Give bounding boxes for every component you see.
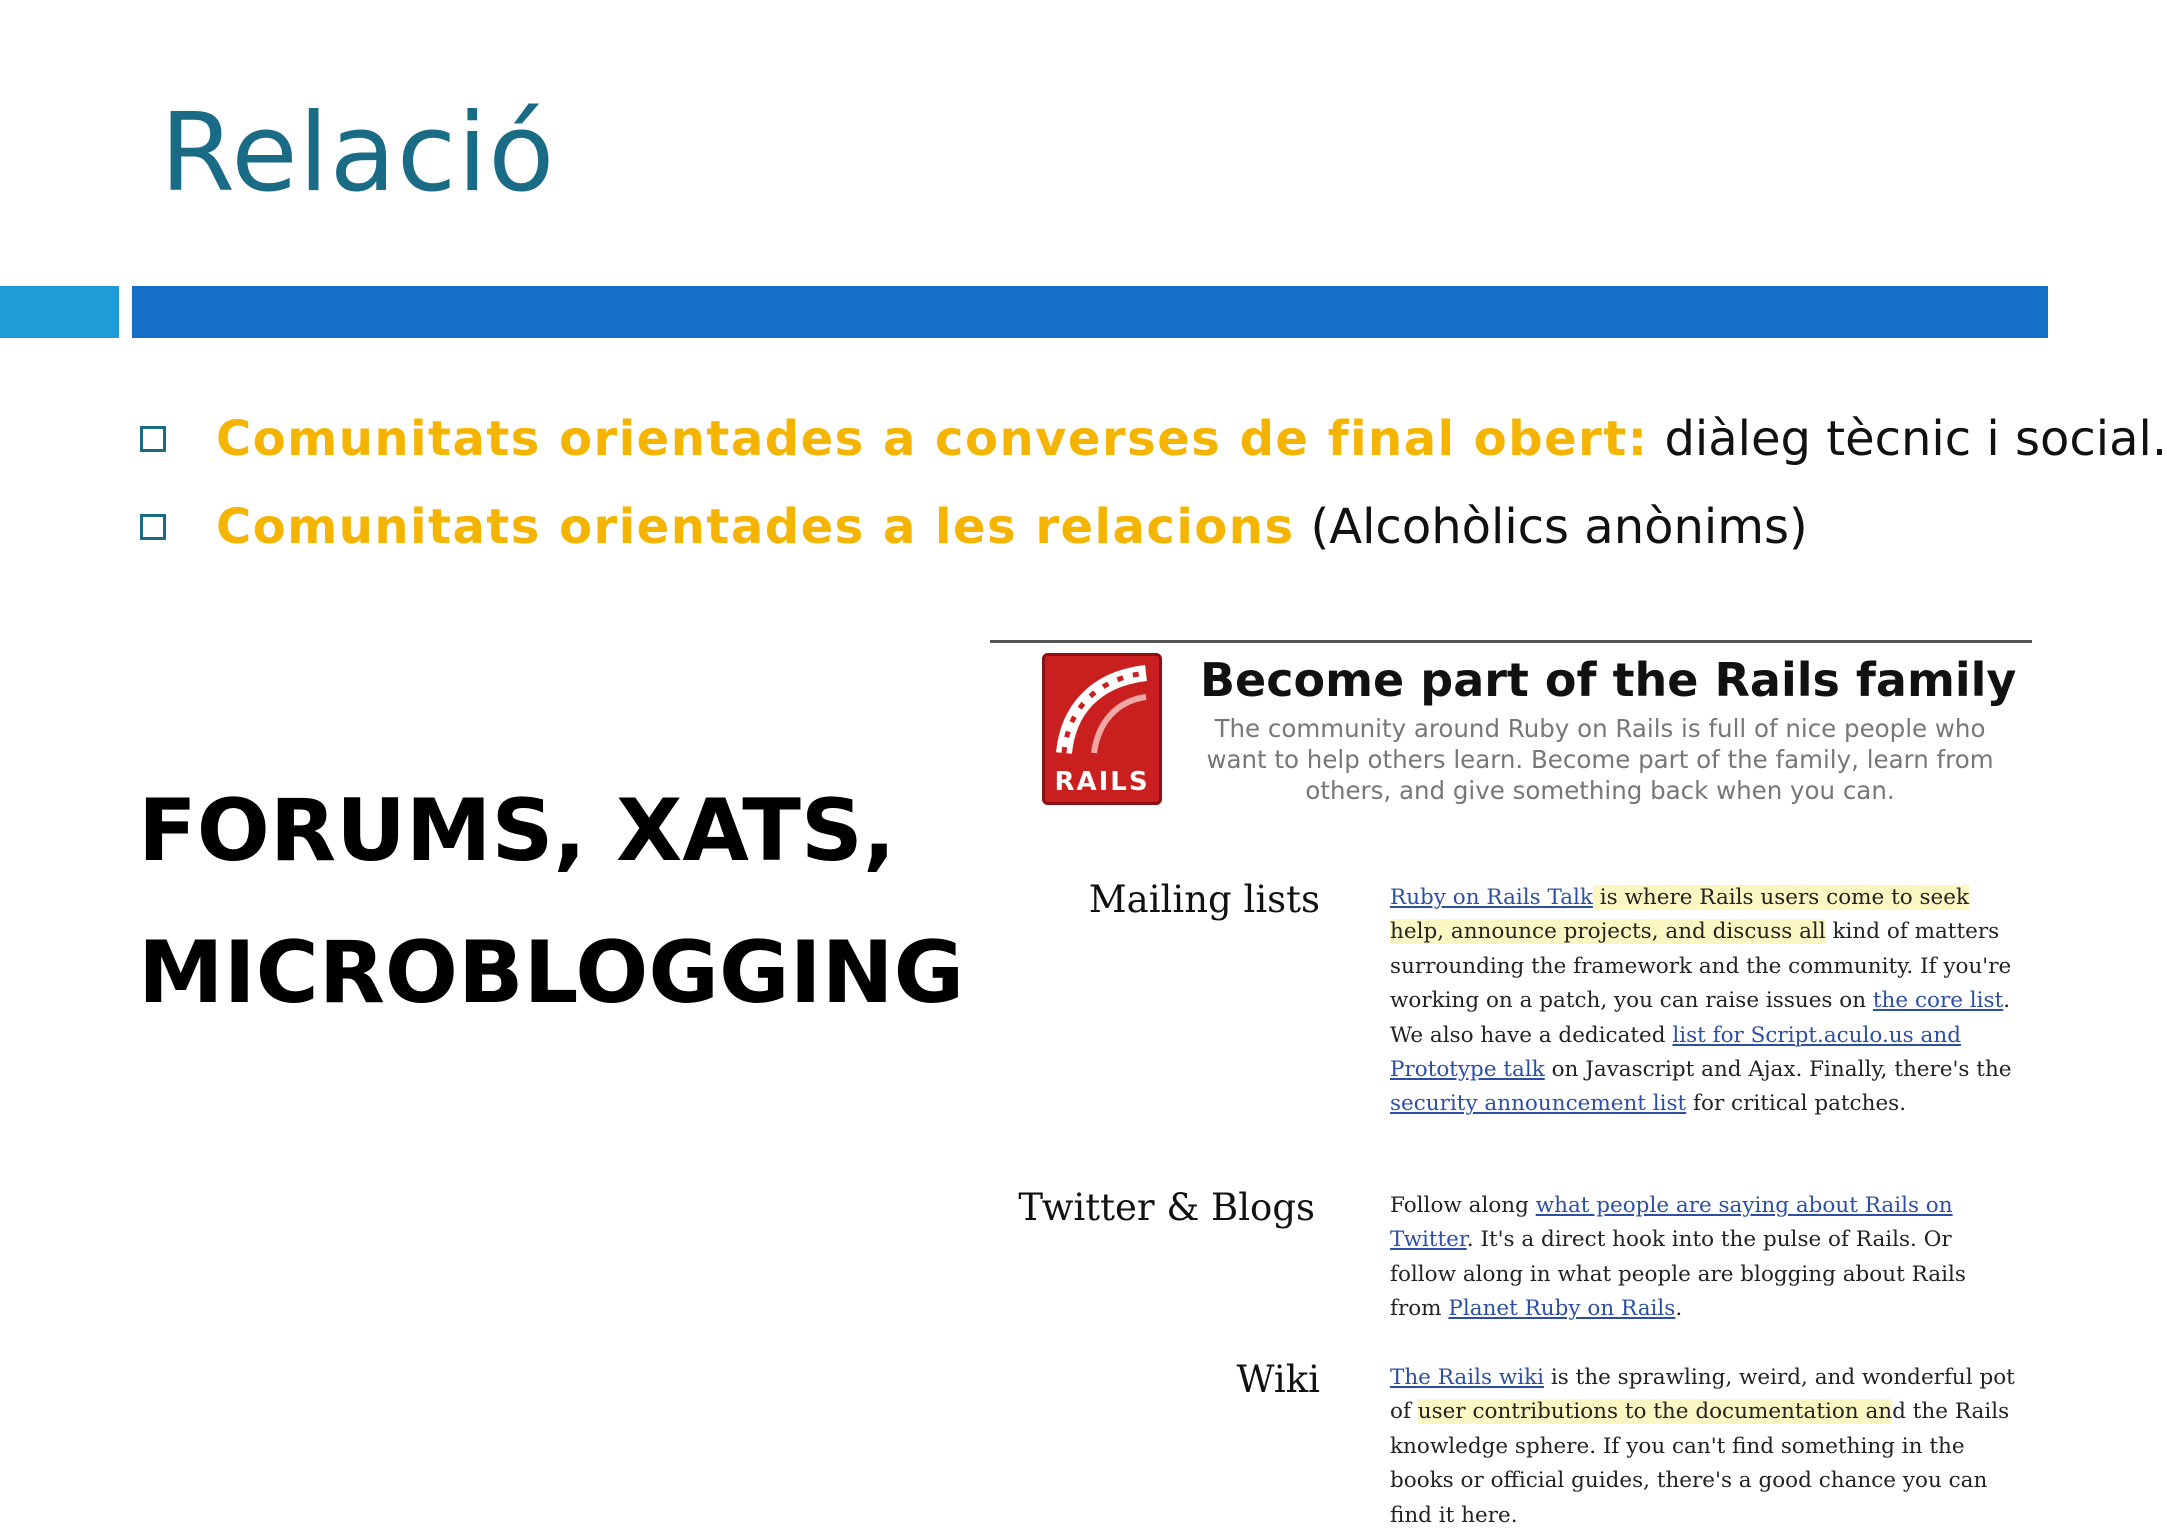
bullet-item	[140, 483, 2020, 571]
mailing-lists-description	[1390, 881, 2020, 1122]
rails-page-title: Become part of the Rails family	[1200, 653, 2017, 707]
description-text: . We also have a dedicated	[1390, 988, 2011, 1048]
scriptaculous-list-link[interactable]: list for Script.aculo.us and Prototype talk	[1390, 1022, 1961, 1083]
description-text: for critical patches.	[1686, 1091, 1907, 1117]
rails-wiki-link[interactable]: The Rails wiki	[1390, 1365, 1545, 1390]
accent-bar-large	[132, 286, 2048, 338]
bullet-highlight-text: Comunitats orientades a les relacions	[216, 499, 1295, 555]
wiki-description	[1390, 1361, 2020, 1533]
rails-logo-icon	[1042, 653, 1162, 805]
description-text: is the sprawling, weird, and wonderful pot of	[1390, 1365, 2015, 1425]
rails-logo-text: RAILS	[1054, 767, 1150, 797]
description-text: . It's a direct hook into the pulse of Rails. Or follow along in what people are blogging about Rails from	[1390, 1227, 1966, 1322]
description-text: on Javascript and Ajax. Finally, there's the	[1544, 1057, 2012, 1083]
bullet-highlight-text: Comunitats orientades a converses de final obert:	[216, 411, 1649, 467]
planet-ruby-link[interactable]: Planet Ruby on Rails	[1448, 1296, 1676, 1322]
ruby-on-rails-talk-link[interactable]: Ruby on Rails Talk	[1390, 885, 1593, 910]
wiki-label: Wiki	[1236, 1358, 1320, 1401]
twitter-blogs-description	[1390, 1189, 2020, 1327]
twitter-link[interactable]: what people are saying about Rails on Twitter	[1390, 1193, 1953, 1253]
highlighted-text: help, announce projects, and discuss all	[1390, 919, 1826, 945]
description-text: is where Rails users come to seek	[1592, 885, 1970, 910]
bullet-square-icon	[140, 514, 166, 540]
rails-track-icon	[1054, 661, 1150, 761]
bullet-square-icon	[140, 426, 166, 452]
bullet-list	[140, 395, 2167, 571]
rails-community-screenshot	[990, 640, 2032, 1528]
highlighted-text: user contributions to the documentation an	[1417, 1399, 1893, 1425]
heading-line-2: MICROBLOGGING	[138, 923, 965, 1023]
twitter-blogs-label: Twitter & Blogs	[1018, 1186, 1315, 1229]
section-heading	[138, 760, 964, 1044]
bullet-item	[140, 395, 2167, 483]
description-text: kind of matters surrounding the framework and the community. If you're working on a patch, you can raise issues on	[1390, 919, 2012, 1014]
core-list-link[interactable]: the core list	[1872, 988, 2004, 1014]
description-text: d the Rails knowledge sphere. If you can't find something in the books or official guides, there's a good chance you can find it here.	[1390, 1399, 2010, 1528]
heading-line-1: FORUMS, XATS,	[138, 781, 896, 881]
accent-bar-small	[0, 286, 119, 338]
rails-intro-text: The community around Ruby on Rails is full of nice people who want to help others learn. Become part of the family, learn from others, and give something back when you can.	[1206, 714, 1994, 805]
bullet-text: diàleg tècnic i social.	[1664, 411, 2167, 467]
mailing-lists-label: Mailing lists	[1088, 878, 1320, 921]
description-text: Follow along	[1390, 1193, 1536, 1218]
security-list-link[interactable]: security announcement list	[1390, 1091, 1687, 1117]
slide-title: Relació	[160, 91, 556, 216]
bullet-text: (Alcohòlics anònims)	[1310, 499, 1808, 555]
description-text: .	[1675, 1296, 1683, 1322]
